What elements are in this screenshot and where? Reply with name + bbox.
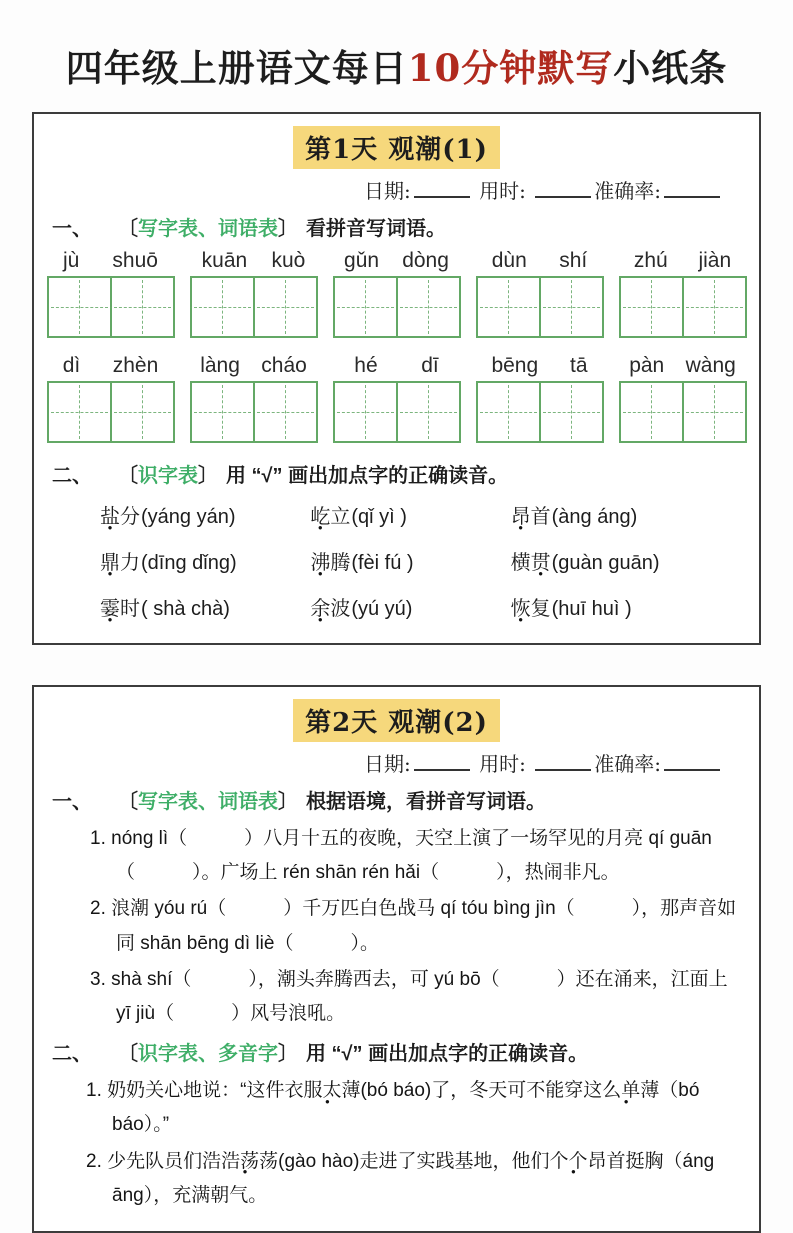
date-label: 日期: xyxy=(364,752,411,776)
day2-q1-heading xyxy=(52,785,741,814)
day1-q2-heading xyxy=(52,459,741,488)
accuracy-label: 准确率: xyxy=(594,752,661,776)
pinyin-word-group xyxy=(333,354,461,443)
section-day2 xyxy=(32,685,761,1233)
sentence: 1. 奶奶关心地说：“这件衣服太薄 ●(bó báo)了，冬天可不能穿这么单薄 ●（bó báo）。” xyxy=(52,1074,741,1142)
pinyin-label: làng cháo xyxy=(200,354,307,377)
reading-item: 余 ●波(yú yú) xyxy=(310,592,510,621)
reading-item: 沸 ●腾(fèi fú ) xyxy=(310,546,510,575)
question-number: 一、 xyxy=(52,218,92,240)
pinyin-label: pàn wàng xyxy=(629,354,736,377)
day2-q1-sentences xyxy=(52,822,741,1031)
section-day1 xyxy=(32,112,761,645)
sentence: 2. 浪潮 yóu rú（ ）千万匹白色战马 qí tóu bìng jìn（ ），那声音如同 shān bēng dì liè（ ）。 xyxy=(90,898,737,954)
reading-item: 鼎 ●力(dīng dǐng) xyxy=(100,546,310,575)
tag-bracket-close: 〕 xyxy=(198,465,218,487)
page-title-suffix: 小纸条 xyxy=(613,46,728,90)
grid-cell xyxy=(539,278,602,336)
day2-header: 第2天 观潮(2) xyxy=(293,699,500,742)
grid-cell xyxy=(539,383,602,441)
time-blank xyxy=(535,178,591,198)
writing-grid xyxy=(619,381,747,443)
grid-cell xyxy=(110,383,173,441)
grid-cell xyxy=(621,383,682,441)
reading-item: 屹 ●立(qǐ yì ) xyxy=(310,500,510,529)
pinyin-row-2 xyxy=(52,354,741,443)
tag-bracket-close: 〕 xyxy=(278,218,298,240)
page-title-highlight: 10分钟默写 xyxy=(407,46,614,90)
reading-item: 昂 ●首(àng áng) xyxy=(511,500,741,529)
tag-label: 识字表、多音字 xyxy=(138,1043,278,1066)
pinyin-label: kuān kuò xyxy=(201,249,306,272)
sentence: 2. 少先队员们浩浩荡荡 ●(gào hào)走进了实践基地，他们个个昂 ●首挺胸（áng āng），充满朝气。 xyxy=(52,1145,741,1213)
pinyin-word-group xyxy=(476,354,604,443)
pinyin-word-group xyxy=(47,249,175,338)
reading-pinyin: (yáng yán) xyxy=(141,506,236,528)
reading-pinyin: (yú yú) xyxy=(351,598,413,620)
grid-cell xyxy=(396,278,459,336)
time-blank xyxy=(535,751,591,771)
day1-q1-heading xyxy=(52,212,741,241)
reading-item: 横贯 ●(guàn guān) xyxy=(511,546,741,575)
grid-cell xyxy=(253,278,316,336)
pinyin-label: gǔn dòng xyxy=(344,249,449,272)
pinyin-word-group xyxy=(333,249,461,338)
day2-q2-sentences xyxy=(52,1074,741,1213)
tag-label: 识字表 xyxy=(138,465,198,487)
question-number: 二、 xyxy=(52,465,92,487)
writing-grid xyxy=(47,276,175,338)
tag-label: 写字表、词语表 xyxy=(138,791,278,813)
grid-cell xyxy=(682,383,745,441)
tag-bracket-open: 〔 xyxy=(118,791,138,813)
question-instruction: 用 “√” 画出加点字的正确读音。 xyxy=(306,1043,589,1066)
grid-cell xyxy=(253,383,316,441)
readings-grid xyxy=(52,496,741,627)
pinyin-label: dì zhèn xyxy=(62,354,159,377)
question-instruction: 用 “√” 画出加点字的正确读音。 xyxy=(226,465,509,487)
worksheet-page xyxy=(0,38,793,1206)
pinyin-label: dùn shí xyxy=(491,249,588,272)
tag-label: 写字表、词语表 xyxy=(138,218,278,240)
pinyin-label: zhú jiàn xyxy=(633,249,732,272)
writing-grid xyxy=(47,381,175,443)
reading-item: 盐 ●分(yáng yán) xyxy=(100,500,310,529)
question-number: 二、 xyxy=(52,1043,92,1066)
pinyin-word-group xyxy=(476,249,604,338)
writing-grid xyxy=(619,276,747,338)
reading-pinyin: (àng áng) xyxy=(551,506,638,528)
reading-pinyin: (guàn guān) xyxy=(551,552,660,574)
accuracy-blank xyxy=(664,178,720,198)
question-number: 一、 xyxy=(52,791,92,813)
reading-pinyin: (fèi fú ) xyxy=(351,552,414,574)
reading-pinyin: ( shà chà) xyxy=(141,598,230,620)
pinyin-word-group xyxy=(47,354,175,443)
writing-grid xyxy=(190,276,318,338)
day1-date-line xyxy=(52,175,723,204)
grid-cell xyxy=(49,383,110,441)
date-blank xyxy=(414,178,470,198)
tag-bracket-close: 〕 xyxy=(278,1043,298,1066)
day2-header-wrap xyxy=(52,699,741,742)
grid-cell xyxy=(49,278,110,336)
pinyin-label: jù shuō xyxy=(63,249,158,272)
writing-grid xyxy=(476,381,604,443)
tag-bracket-open: 〔 xyxy=(118,1043,138,1066)
writing-grid xyxy=(333,381,461,443)
day2-q2-heading xyxy=(52,1037,741,1066)
day1-header-wrap xyxy=(52,126,741,169)
date-blank xyxy=(414,751,470,771)
pinyin-word-group xyxy=(619,249,747,338)
grid-cell xyxy=(396,383,459,441)
reading-pinyin: (dīng dǐng) xyxy=(141,552,237,574)
question-instruction: 根据语境，看拼音写词语。 xyxy=(306,791,546,813)
pinyin-label: bēng tā xyxy=(491,354,588,377)
pinyin-row-1 xyxy=(52,249,741,338)
page-title-prefix: 四年级上册语文每日 xyxy=(65,46,408,90)
page-title xyxy=(10,38,783,92)
reading-pinyin: (huī huì ) xyxy=(551,598,632,620)
grid-cell xyxy=(682,278,745,336)
reading-item: 霎 ●时( shà chà) xyxy=(100,592,310,621)
accuracy-blank xyxy=(664,751,720,771)
writing-grid xyxy=(333,276,461,338)
grid-cell xyxy=(621,278,682,336)
reading-pinyin: (qǐ yì ) xyxy=(351,506,407,528)
writing-grid xyxy=(190,381,318,443)
day2-date-line xyxy=(52,748,723,777)
pinyin-word-group xyxy=(619,354,747,443)
sentence: 3. shà shí（ ），潮头奔腾西去，可 yú bō（ ）还在涌来，江面上 yī jiù（ ）风号浪吼。 xyxy=(90,968,728,1024)
pinyin-word-group xyxy=(190,354,318,443)
grid-cell xyxy=(192,383,253,441)
pinyin-label: hé dī xyxy=(354,354,439,377)
date-label: 日期: xyxy=(364,179,411,203)
tag-bracket-open: 〔 xyxy=(118,465,138,487)
grid-cell xyxy=(478,383,539,441)
question-instruction: 看拼音写词语。 xyxy=(306,218,446,240)
grid-cell xyxy=(192,278,253,336)
day1-header: 第1天 观潮(1) xyxy=(293,126,500,169)
grid-cell xyxy=(335,383,396,441)
grid-cell xyxy=(110,278,173,336)
tag-bracket-close: 〕 xyxy=(278,791,298,813)
accuracy-label: 准确率: xyxy=(594,179,661,203)
grid-cell xyxy=(335,278,396,336)
time-label: 用时: xyxy=(479,752,526,776)
writing-grid xyxy=(476,276,604,338)
tag-bracket-open: 〔 xyxy=(118,218,138,240)
sentence: 1. nóng lì（ ）八月十五的夜晚，天空上演了一场罕见的月亮 qí guān（ ）。广场上 rén shān rén hǎi（ ），热闹非凡。 xyxy=(90,828,712,884)
reading-item: 恢 ●复(huī huì ) xyxy=(511,592,741,621)
time-label: 用时: xyxy=(479,179,526,203)
pinyin-word-group xyxy=(190,249,318,338)
grid-cell xyxy=(478,278,539,336)
